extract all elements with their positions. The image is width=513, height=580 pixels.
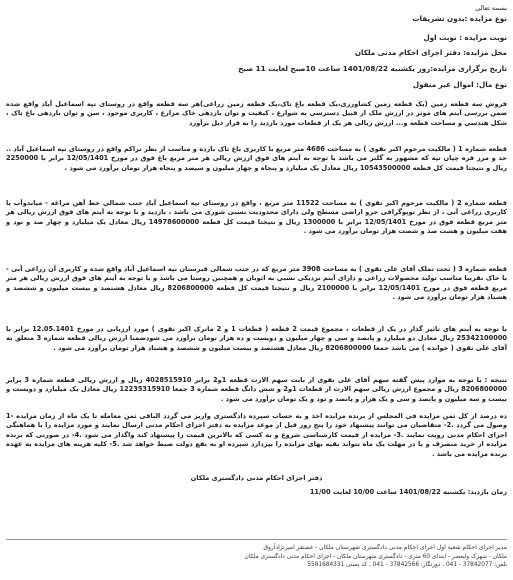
footer-address: ملکان - شهرک ولیعصر - ابتدای 60 متری - دادگستری شهرستان ملکان - اجرای احکام مدنی دادگستری ملکان [244,553,507,560]
property-kind: نوع مال: اموال غیر منقول [412,80,507,89]
visit-time: زمان بازدید: یکشنبه 1401/08/22 ساعت 10/00 لغایت 11/00 [309,488,507,496]
intro-paragraph: فروش سه قطعه زمین (یک قطعه زمین کشاورزی،یک قطعه باغ تاک،یک قطعه زمین زراعی)هر سه قطعه واقع در روستای تپه اسماعیل آباد واقع شده ضمن بررسی آیتم های موثر در ارزش ملک از قبیل دسترسی به شوارع ، کیفیت و توان بازدهی خاک مزارع ، کاربری موجود ، سن و توان باردهی باغ تاک ، شکل هندسی و مساحت قطعه و... ارزش ریالی هر یک از قطعات مورد بازدید را به قرار ذیل برآورد [6,100,507,127]
footer-line-1 [6,544,507,553]
conclusion-paragraph: نتیجه : با توجه به موارد پیش گفته سهم آقای علی نقوی از بابت سهم الارث قطعه 1و2 برابر 4028515910 ریال و ارزش ریالی قطعه شماره 3 برابر 8206800000 ریال و مجموع ارزش ریالی سهم الارث از قطعات 1و2 و شش دانگ قطعه شماره 3 جمعا 12235315910 ریال معادل یک میلیارد و دویست و بیست و سه میلیون و پانصد و سی و یک هزار و پانصد و نود و یک تومان برآورد می شود . [6,376,507,403]
summary-paragraph: با توجه به آیتم های تاثیر گذار در یک از قطعات ، مجموع قیمت 2 قطعه ( قطعات 1 و 2 ماترک اکبر نقوی ) مورد ارزیابی در مورخ 12.05.1401 برابر با 25342100000 ریال معادل دو میلیارد و پانصد و سی و چهار میلیون و دویست و ده هزار تومان برآورد می شودضمنا ارزش ریالی قطعه شماره 3 متعلق به آقای علی نقوی ( خوانده ) می باشد جمعا 8206800000 ریال معادل هشتصد و بیست میلیون و ششصد و هشتاد هزار تومان برآورد می شود . [6,325,507,352]
footer-contact: تلفن: 37842077 - 041 ، دورنگار: 37842566 - 041 ، کد پستی 5581684331 [307,562,507,569]
auction-location: محل مزایده: دفتر اجرای احکام مدنی ملکان [354,48,507,57]
signature: دفتر اجرای احکام مدنی دادگستری ملکان [190,474,323,482]
terms-paragraph: ده درصد از کل ثمن مزایده فی المجلس از برنده مزایده اخذ و به حساب سپرده دادگستری واریز می گردد الباقی ثمن معامله تا یک ماه از زمان مزایده -1 وصول می گردد .2- متقاضیان می توانند پیشنهاد خود را پنج روز قبل از موعد مزایده به دفتر اجرای احکام مدنی ارسال نمایند و مورد مزایده را با هماهنگی اجرای احکام مدنی رویت نمایند .3- مزایده از قیمت کارشناسی شروع و به کسی که بالاترین قیمت را پیشنهاد کند واگذار می شود .4- در صورتی که برنده مزایده از خرید منصرف و یا در مهلت یک ماه نتواند بقیه بهای مزایده را بپردازد سپرده او به نفع دولت ضبط خواهد شد .5- کلیه هزینه های مزایده به عهده برنده مزایده می باشد . [6,412,508,458]
auction-turn: نوبت مزایده : نوبت اول [423,33,507,42]
parcel-1-paragraph: قطعه شماره 1 ( مالکیت مرحوم اکبر نقوی ) به مساحت 4686 متر مربع با کاربری باغ تاک بارده و مناسب از نظر تراکم واقع در روستای تپه اسماعیل آباد .. حد و مرز قره چپان تپه که مشهور به گلتر می باشد با توجه به آیتم های فوق ارزش ریالی هر متر مربع باغ فوق در مورخ 12/05/1401 برابر با 2250000 ریال و نتیجتا قیمت کل قطعه 10543500000 ریال معادل یک میلیارد و پنجاه و چهار میلیون و سیصد و پنجاه هزار تومان برآورد می شود . [6,145,507,172]
auction-datetime: تاریخ برگزاری مزایده:روز یکشنبه 1401/08/22 ساعت 10صبح لغایت 11 صبح [238,64,507,73]
auction-type: نوع مزایده :بدون تشریفات [412,14,507,23]
auction-notice [6,4,507,572]
footer [6,539,507,570]
footer-official: مدیر اجرای احکام شعبه اول اجرای احکام مدنی دادگستری شهرستان ملکان - غضنفر امیرنژادآروق [263,544,507,552]
basmala: بسمه تعالی [475,4,507,12]
parcel-2-paragraph: قطعه شماره 2 ( مالکیت مرحوم اکبر نقوی ) به مساحت 11522 متر مربع ، واقع در روستای تپه اسماعیل آباد جنب شمالی خط آهن مراغه - میاندوآب با کاربری زراعی آبی ، از نظر توپوگرافی جزو اراضی مسطح ولی دارای محدودیت نسبی شوری می باشد ، بازدید و با توجه به آیتم های فوق ارزش ریالی هر متر مربع قطعه فوق در مورخ 12/05/1401 برابر با 1300000 ریال و نتیجتا قیمت کل قطعه 14978600000 ریال معادل یک میلیارد و چهار صد و نود و هفت میلیون و هشت صد و شصت هزار تومان برآورد می شود . [6,199,507,236]
parcel-3-paragraph: قطعه شماره 3 ( تحت تملک آقای علی نقوی ) به مساحت 3908 متر مربع که در جنب شمالی قبرستان تپه اسماعیل آباد واقع شده و کاربری آن زراعی آبی - با خاک تقریبا مناسب تولید محصولات زراعی و دارای آیتم نزدیکی نسبی به اتوبان و همچنین روستا می باشد و با توجه به آیتم های فوق ارزش ریالی هر متر مربع قطعه فوق در مورخ 12/05/1401 برابر با 2100000 ریال و نتیجتا قیمت کل قطعه 8206800000 ریال معادل هشتصد و بیست میلیون و ششصد و هشتاد هزار تومان برآورد می شود . [6,265,507,302]
